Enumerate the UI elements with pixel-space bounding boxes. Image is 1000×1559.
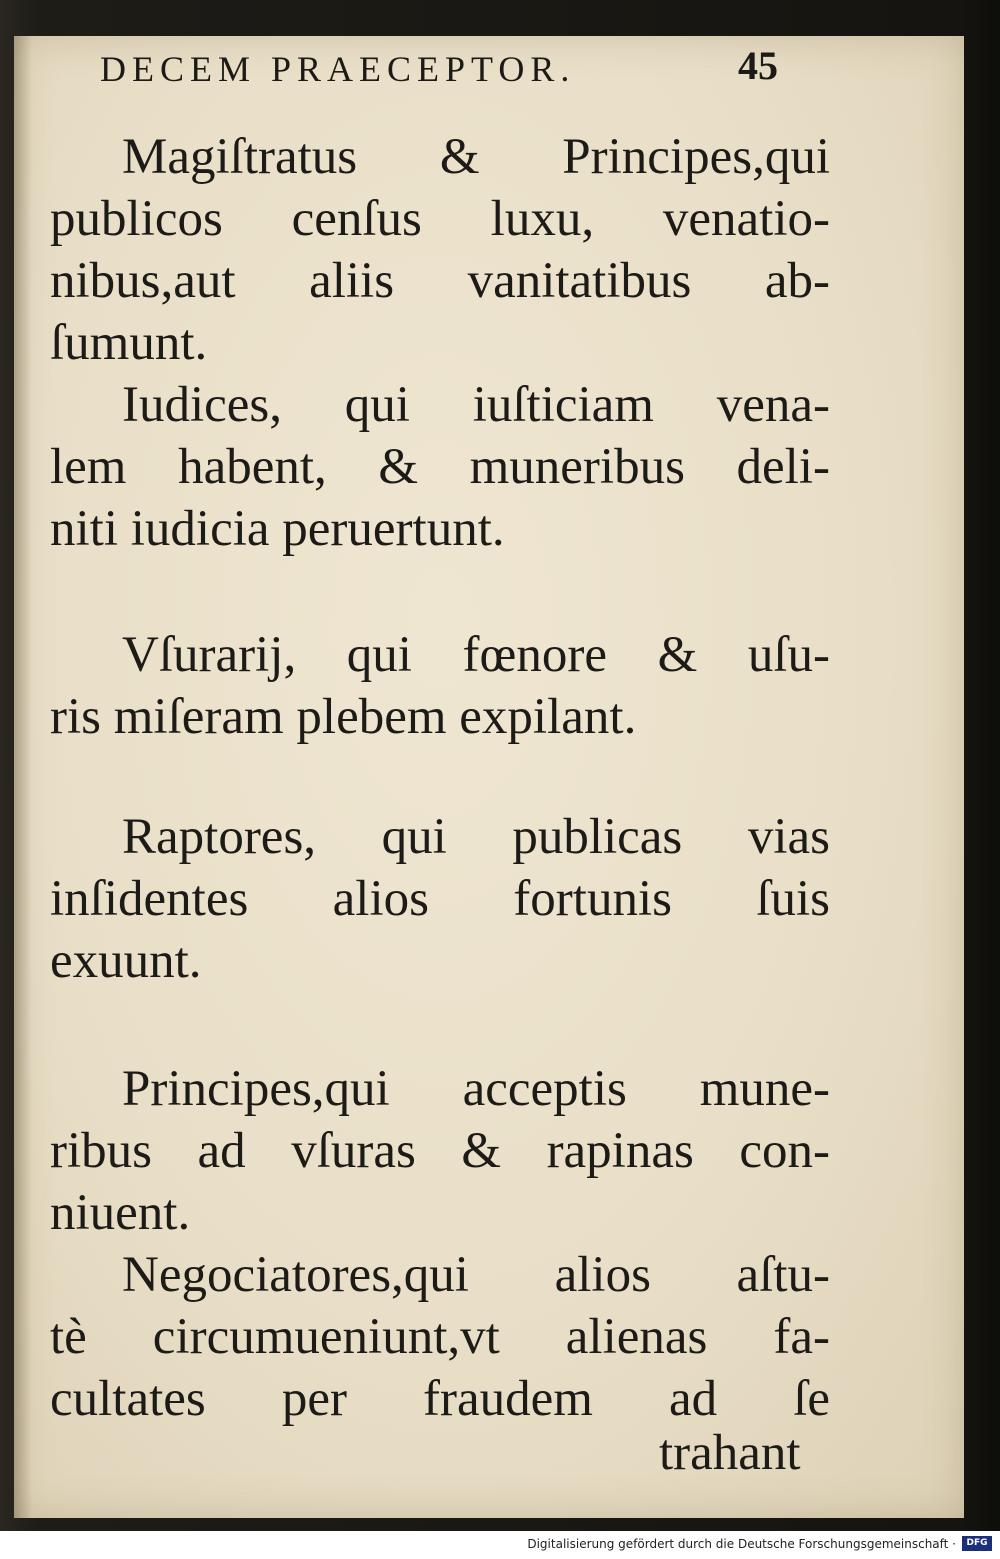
text-line: exuunt.	[50, 933, 202, 989]
text-line: publicos cenſus luxu, venatio-	[50, 191, 830, 247]
text-line: ris miſeram plebem expilant.	[50, 689, 637, 745]
text-line: niuent.	[50, 1185, 191, 1241]
paragraph-iudices	[50, 374, 830, 560]
text-line: niti iudicia peruertunt.	[50, 501, 505, 557]
text-line: ribus ad vſuras & rapinas con-	[50, 1123, 830, 1179]
paragraph-usurarii	[50, 624, 830, 748]
text-line: Principes,qui acceptis mune-	[122, 1061, 830, 1117]
catchword: trahant	[659, 1425, 801, 1481]
text-line: Vſurarij, qui fœnore & uſu-	[122, 627, 830, 683]
text-line: Magiſtratus & Principes,qui	[122, 129, 830, 185]
paragraph-principes	[50, 1058, 830, 1244]
text-line: inſidentes alios fortunis ſuis	[50, 871, 830, 927]
paragraph-negociatores	[50, 1244, 830, 1430]
paragraph-raptores	[50, 806, 830, 992]
page-number: 45	[738, 43, 778, 88]
text-line: cultates per fraudem ad ſe	[50, 1371, 830, 1427]
text-line: tè circumueniunt,vt alienas fa-	[50, 1309, 830, 1365]
footer-strip	[0, 1531, 1000, 1559]
running-head	[100, 43, 800, 98]
paragraph-magistratus	[50, 126, 830, 374]
text-line: Raptores, qui publicas vias	[122, 809, 830, 865]
funding-credit: Digitalisierung gefördert durch die Deutsche Forschungsgemeinschaft ·	[527, 1537, 956, 1551]
text-line: Iudices, qui iuſticiam vena-	[122, 377, 830, 433]
text-line: nibus,aut aliis vanitatibus ab-	[50, 253, 830, 309]
page-edge-shadow	[14, 36, 32, 1518]
text-line: Negociatores,qui alios aſtu-	[122, 1247, 830, 1303]
text-line: ſumunt.	[50, 315, 208, 371]
dfg-logo-icon: DFG	[962, 1536, 992, 1551]
running-head-title: DECEM PRAECEPTOR.	[100, 49, 576, 89]
text-line: lem habent, & muneribus deli-	[50, 439, 830, 495]
book-page	[14, 36, 964, 1518]
